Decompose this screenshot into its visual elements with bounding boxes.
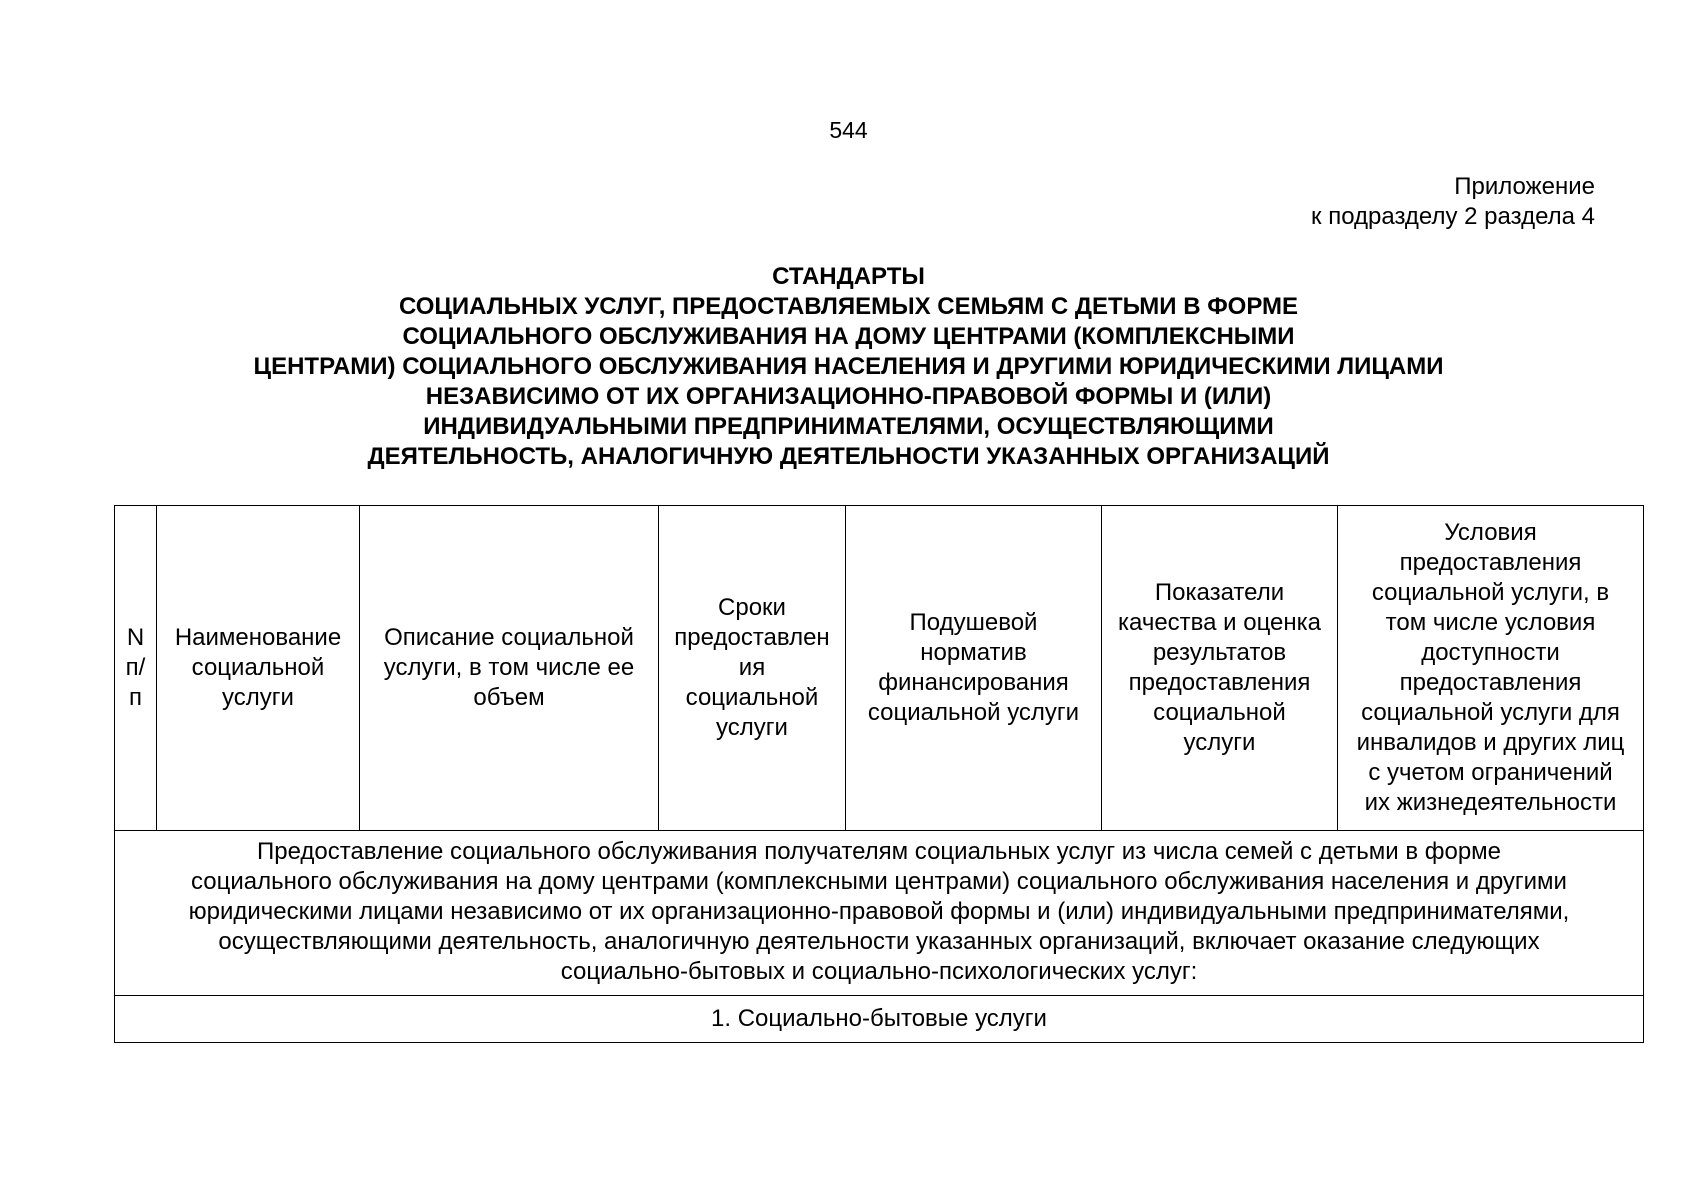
- header-line: предоставлен: [674, 624, 830, 651]
- intro-line: социально-бытовых и социально-психологических услуг:: [560, 958, 1198, 985]
- header-service-terms: [659, 506, 846, 831]
- header-line: том числе условия: [1385, 609, 1596, 636]
- header-line: Описание социальной: [384, 624, 634, 651]
- table-header-row: [115, 506, 1644, 831]
- header-line: услуги: [716, 714, 788, 741]
- section-title-cell: 1. Социально-бытовые услуги: [115, 996, 1644, 1043]
- table-row: [115, 996, 1644, 1043]
- header-line: ия: [738, 654, 766, 681]
- header-line: доступности: [1421, 639, 1560, 666]
- header-line: Сроки: [718, 594, 786, 621]
- standards-table: [114, 505, 1644, 1043]
- intro-line: социального обслуживания на дому центрами (комплексными центрами) социального обслуживания населения и другими: [191, 868, 1567, 895]
- header-funding-standard: [846, 506, 1102, 831]
- header-service-description: [360, 506, 659, 831]
- header-line: социальной услуги, в: [1371, 579, 1610, 606]
- header-line: Наименование: [174, 624, 342, 651]
- header-quality-indicators: [1102, 506, 1338, 831]
- header-line: социальной: [1153, 699, 1286, 726]
- header-line: инвалидов и других лиц: [1356, 729, 1625, 756]
- title-line: ДЕЯТЕЛЬНОСТЬ, АНАЛОГИЧНУЮ ДЕЯТЕЛЬНОСТИ УКАЗАННЫХ ОРГАНИЗАЦИЙ: [367, 443, 1330, 470]
- header-line: услуги, в том числе ее: [383, 654, 635, 681]
- intro-line: юридическими лицами независимо от их организационно-правовой формы и (или) индивидуальными предпринимателями,: [188, 898, 1570, 925]
- title-line: ЦЕНТРАМИ) СОЦИАЛЬНОГО ОБСЛУЖИВАНИЯ НАСЕЛЕНИЯ И ДРУГИМИ ЮРИДИЧЕСКИМИ ЛИЦАМИ: [253, 353, 1444, 380]
- header-line: п/: [125, 654, 146, 681]
- intro-text-cell: [115, 831, 1644, 996]
- header-line: финансирования: [878, 669, 1069, 696]
- header-line: услуги: [1183, 729, 1256, 756]
- header-line: услуги: [222, 684, 294, 711]
- title-line: СТАНДАРТЫ: [772, 263, 925, 290]
- header-line: результатов: [1152, 639, 1287, 666]
- document-title: [0, 262, 1697, 472]
- table-row: [115, 831, 1644, 996]
- header-line: качества и оценка: [1117, 609, 1322, 636]
- header-service-conditions: [1338, 506, 1644, 831]
- header-line: социальной услуги для: [1361, 699, 1620, 726]
- header-line: с учетом ограничений: [1368, 759, 1613, 786]
- appendix-note: [1311, 172, 1595, 232]
- header-line: предоставления: [1128, 669, 1311, 696]
- page-number: 544: [829, 117, 868, 143]
- header-line: социальной: [685, 684, 819, 711]
- header-line: предоставления: [1399, 549, 1582, 576]
- header-line: п: [129, 684, 142, 711]
- intro-line: осуществляющими деятельность, аналогичную деятельности указанных организаций, включает оказание следующих: [218, 928, 1540, 955]
- header-line: норматив: [920, 639, 1027, 666]
- header-line: объем: [473, 684, 545, 711]
- header-line: предоставления: [1399, 669, 1582, 696]
- header-line: Подушевой: [909, 609, 1038, 636]
- title-line: СОЦИАЛЬНЫХ УСЛУГ, ПРЕДОСТАВЛЯЕМЫХ СЕМЬЯМ С ДЕТЬМИ В ФОРМЕ: [398, 293, 1299, 320]
- title-line: ИНДИВИДУАЛЬНЫМИ ПРЕДПРИНИМАТЕЛЯМИ, ОСУЩЕСТВЛЯЮЩИМИ: [423, 413, 1274, 440]
- appendix-line-1: Приложение: [1454, 173, 1595, 200]
- header-line: их жизнедеятельности: [1364, 789, 1617, 816]
- header-line: социальной: [191, 654, 325, 681]
- header-line: Условия: [1444, 519, 1537, 546]
- intro-line: Предоставление социального обслуживания получателям социальных услуг из числа семей с детьми в форме: [256, 838, 1502, 865]
- title-line: СОЦИАЛЬНОГО ОБСЛУЖИВАНИЯ НА ДОМУ ЦЕНТРАМИ (КОМПЛЕКСНЫМИ: [402, 323, 1295, 350]
- header-line: социальной услуги: [867, 699, 1080, 726]
- header-line: N: [126, 624, 145, 651]
- appendix-line-2: к подразделу 2 раздела 4: [1311, 203, 1595, 230]
- title-line: НЕЗАВИСИМО ОТ ИХ ОРГАНИЗАЦИОННО-ПРАВОВОЙ ФОРМЫ И (ИЛИ): [425, 383, 1272, 410]
- header-number: [115, 506, 157, 831]
- header-line: Показатели: [1154, 579, 1285, 606]
- header-service-name: [157, 506, 360, 831]
